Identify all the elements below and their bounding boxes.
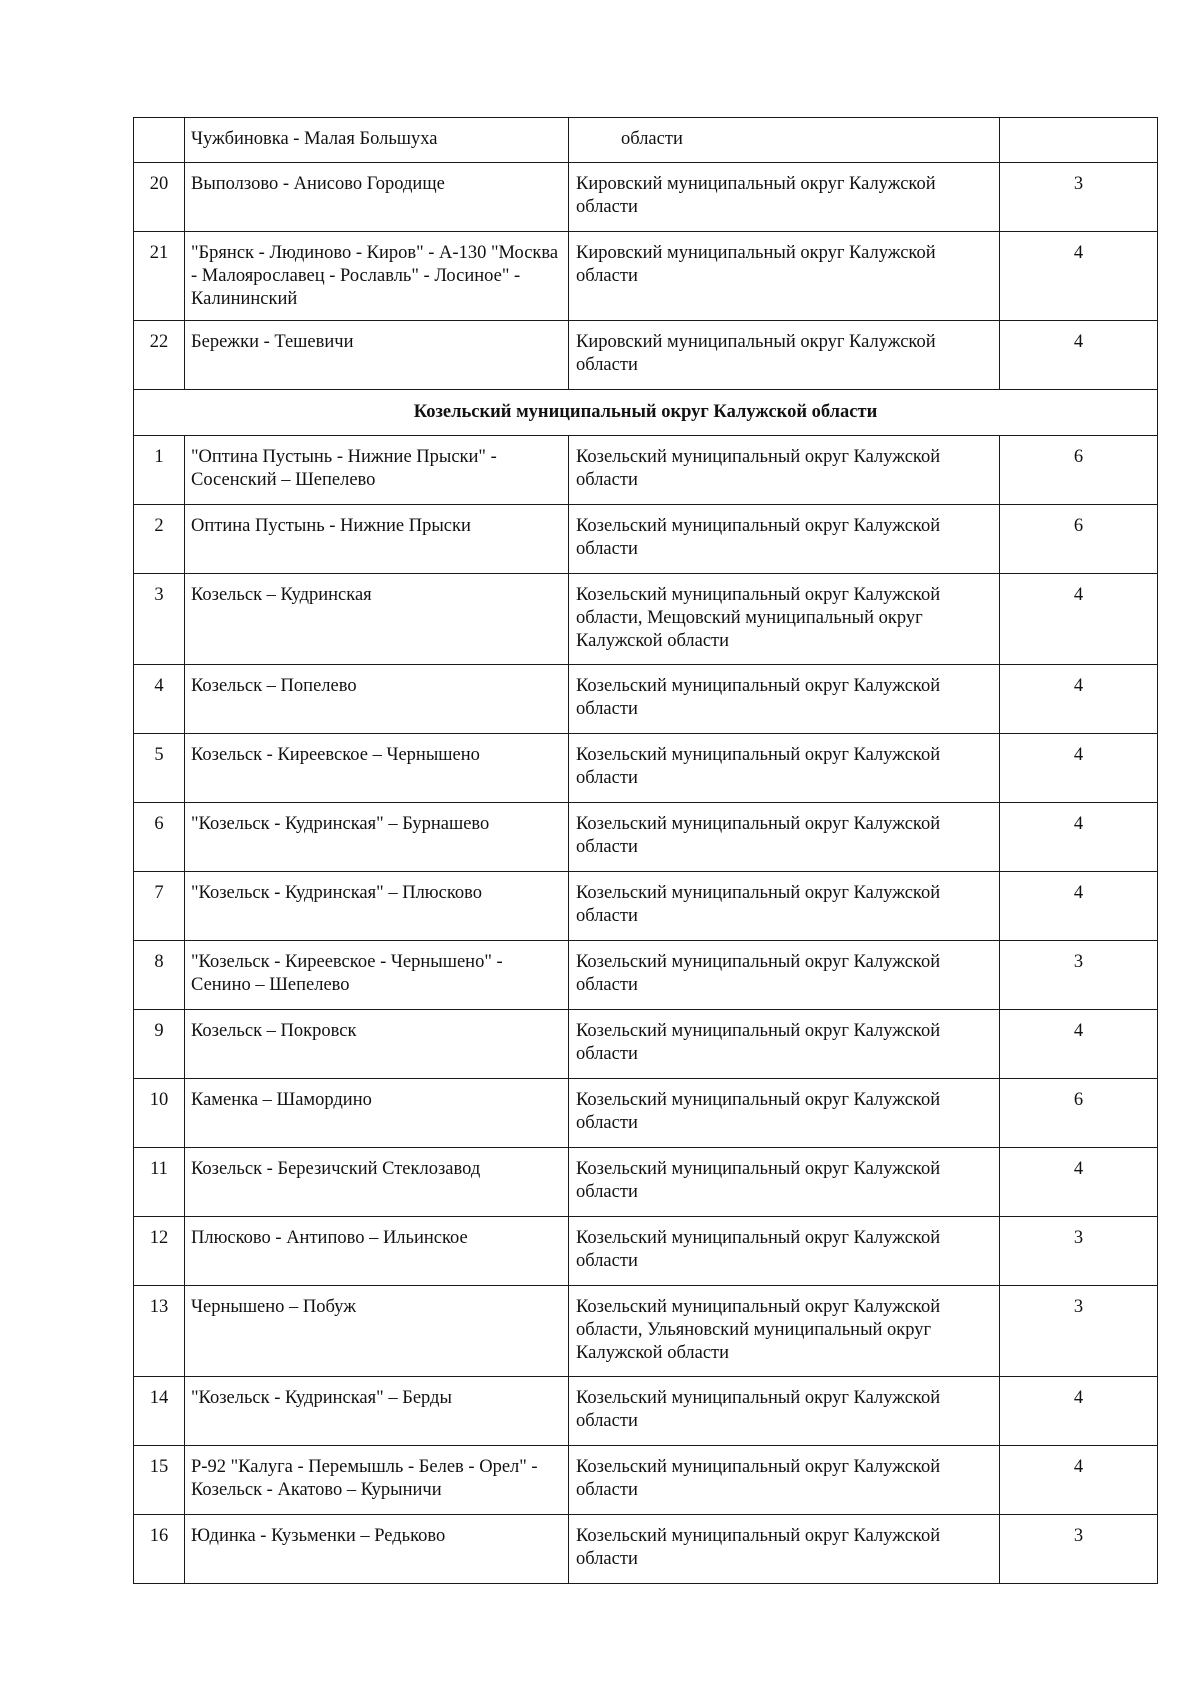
table-row (134, 1446, 1158, 1515)
route-cell: Каменка – Шамордино (185, 1079, 569, 1148)
route-cell: "Козельск - Кудринская" – Берды (185, 1377, 569, 1446)
section-header-row (134, 390, 1158, 436)
row-number-cell: 12 (134, 1217, 185, 1286)
route-cell: Юдинка - Кузьменки – Редьково (185, 1515, 569, 1584)
duration-cell: 3 (1000, 1217, 1158, 1286)
route-cell: "Козельск - Кудринская" – Бурнашево (185, 803, 569, 872)
duration-cell: 4 (1000, 734, 1158, 803)
area-cell: Кировский муниципальный округ Калужской области (569, 321, 1000, 390)
route-cell: Выползово - Анисово Городище (185, 163, 569, 232)
row-number-cell: 3 (134, 574, 185, 665)
area-cell: области (569, 118, 1000, 163)
area-cell: Козельский муниципальный округ Калужской области (569, 1217, 1000, 1286)
duration-cell: 4 (1000, 232, 1158, 321)
row-number-cell (134, 118, 185, 163)
duration-cell: 4 (1000, 1010, 1158, 1079)
area-cell: Козельский муниципальный округ Калужской области (569, 1377, 1000, 1446)
routes-table-body (134, 118, 1158, 1584)
area-cell: Козельский муниципальный округ Калужской области (569, 1010, 1000, 1079)
row-number-cell: 21 (134, 232, 185, 321)
table-row (134, 1148, 1158, 1217)
duration-cell: 6 (1000, 1079, 1158, 1148)
duration-cell: 4 (1000, 1446, 1158, 1515)
row-number-cell: 20 (134, 163, 185, 232)
table-row (134, 1217, 1158, 1286)
row-number-cell: 2 (134, 505, 185, 574)
area-cell: Козельский муниципальный округ Калужской области (569, 505, 1000, 574)
route-cell: Козельск – Попелево (185, 665, 569, 734)
table-row (134, 505, 1158, 574)
route-cell: "Оптина Пустынь - Нижние Прыски" - Сосенский – Шепелево (185, 436, 569, 505)
row-number-cell: 14 (134, 1377, 185, 1446)
duration-cell: 3 (1000, 941, 1158, 1010)
route-cell: Плюсково - Антипово – Ильинское (185, 1217, 569, 1286)
row-number-cell: 22 (134, 321, 185, 390)
area-cell: Козельский муниципальный округ Калужской области (569, 436, 1000, 505)
route-cell: Козельск – Кудринская (185, 574, 569, 665)
route-cell: Козельск – Покровск (185, 1010, 569, 1079)
table-row (134, 872, 1158, 941)
row-number-cell: 15 (134, 1446, 185, 1515)
area-cell: Козельский муниципальный округ Калужской области (569, 872, 1000, 941)
table-row (134, 321, 1158, 390)
duration-cell: 4 (1000, 574, 1158, 665)
duration-cell: 3 (1000, 163, 1158, 232)
area-cell: Козельский муниципальный округ Калужской области, Ульяновский муниципальный округ Калужской области (569, 1286, 1000, 1377)
table-row (134, 1079, 1158, 1148)
row-number-cell: 13 (134, 1286, 185, 1377)
table-row (134, 803, 1158, 872)
area-cell: Кировский муниципальный округ Калужской области (569, 163, 1000, 232)
area-cell: Козельский муниципальный округ Калужской области (569, 665, 1000, 734)
duration-cell: 4 (1000, 321, 1158, 390)
route-cell: Чернышено – Побуж (185, 1286, 569, 1377)
row-number-cell: 6 (134, 803, 185, 872)
duration-cell: 4 (1000, 1148, 1158, 1217)
duration-cell: 4 (1000, 1377, 1158, 1446)
routes-table (133, 117, 1158, 1584)
route-cell: Чужбиновка - Малая Большуха (185, 118, 569, 163)
table-row (134, 574, 1158, 665)
area-cell: Козельский муниципальный округ Калужской области (569, 941, 1000, 1010)
duration-cell: 3 (1000, 1286, 1158, 1377)
row-number-cell: 8 (134, 941, 185, 1010)
table-row (134, 436, 1158, 505)
area-cell: Козельский муниципальный округ Калужской области (569, 1148, 1000, 1217)
duration-cell: 4 (1000, 665, 1158, 734)
route-cell: "Козельск - Кудринская" – Плюсково (185, 872, 569, 941)
route-cell: "Козельск - Киреевское - Чернышено" - Сенино – Шепелево (185, 941, 569, 1010)
table-row (134, 1286, 1158, 1377)
section-title: Козельский муниципальный округ Калужской области (134, 390, 1158, 436)
table-row (134, 1515, 1158, 1584)
row-number-cell: 5 (134, 734, 185, 803)
route-cell: Козельск - Березичский Стеклозавод (185, 1148, 569, 1217)
area-cell: Козельский муниципальный округ Калужской области, Мещовский муниципальный округ Калужской области (569, 574, 1000, 665)
table-row (134, 232, 1158, 321)
table-row (134, 734, 1158, 803)
area-cell: Козельский муниципальный округ Калужской области (569, 1079, 1000, 1148)
duration-cell: 6 (1000, 436, 1158, 505)
area-cell: Козельский муниципальный округ Калужской области (569, 1446, 1000, 1515)
duration-cell (1000, 118, 1158, 163)
area-cell: Козельский муниципальный округ Калужской области (569, 734, 1000, 803)
row-number-cell: 7 (134, 872, 185, 941)
duration-cell: 4 (1000, 803, 1158, 872)
route-cell: "Брянск - Людиново - Киров" - А-130 "Москва - Малоярославец - Рославль" - Лосиное" - Калининский (185, 232, 569, 321)
table-row (134, 1010, 1158, 1079)
area-cell: Козельский муниципальный округ Калужской области (569, 803, 1000, 872)
row-number-cell: 9 (134, 1010, 185, 1079)
duration-cell: 3 (1000, 1515, 1158, 1584)
row-number-cell: 10 (134, 1079, 185, 1148)
duration-cell: 4 (1000, 872, 1158, 941)
area-cell: Кировский муниципальный округ Калужской области (569, 232, 1000, 321)
row-number-cell: 11 (134, 1148, 185, 1217)
table-row (134, 163, 1158, 232)
row-number-cell: 1 (134, 436, 185, 505)
duration-cell: 6 (1000, 505, 1158, 574)
route-cell: Бережки - Тешевичи (185, 321, 569, 390)
route-cell: Козельск - Киреевское – Чернышено (185, 734, 569, 803)
table-row (134, 1377, 1158, 1446)
row-number-cell: 16 (134, 1515, 185, 1584)
table-row-continuation (134, 118, 1158, 163)
row-number-cell: 4 (134, 665, 185, 734)
route-cell: Р-92 "Калуга - Перемышль - Белев - Орел" - Козельск - Акатово – Курыничи (185, 1446, 569, 1515)
table-row (134, 941, 1158, 1010)
table-row (134, 665, 1158, 734)
area-cell: Козельский муниципальный округ Калужской области (569, 1515, 1000, 1584)
route-cell: Оптина Пустынь - Нижние Прыски (185, 505, 569, 574)
